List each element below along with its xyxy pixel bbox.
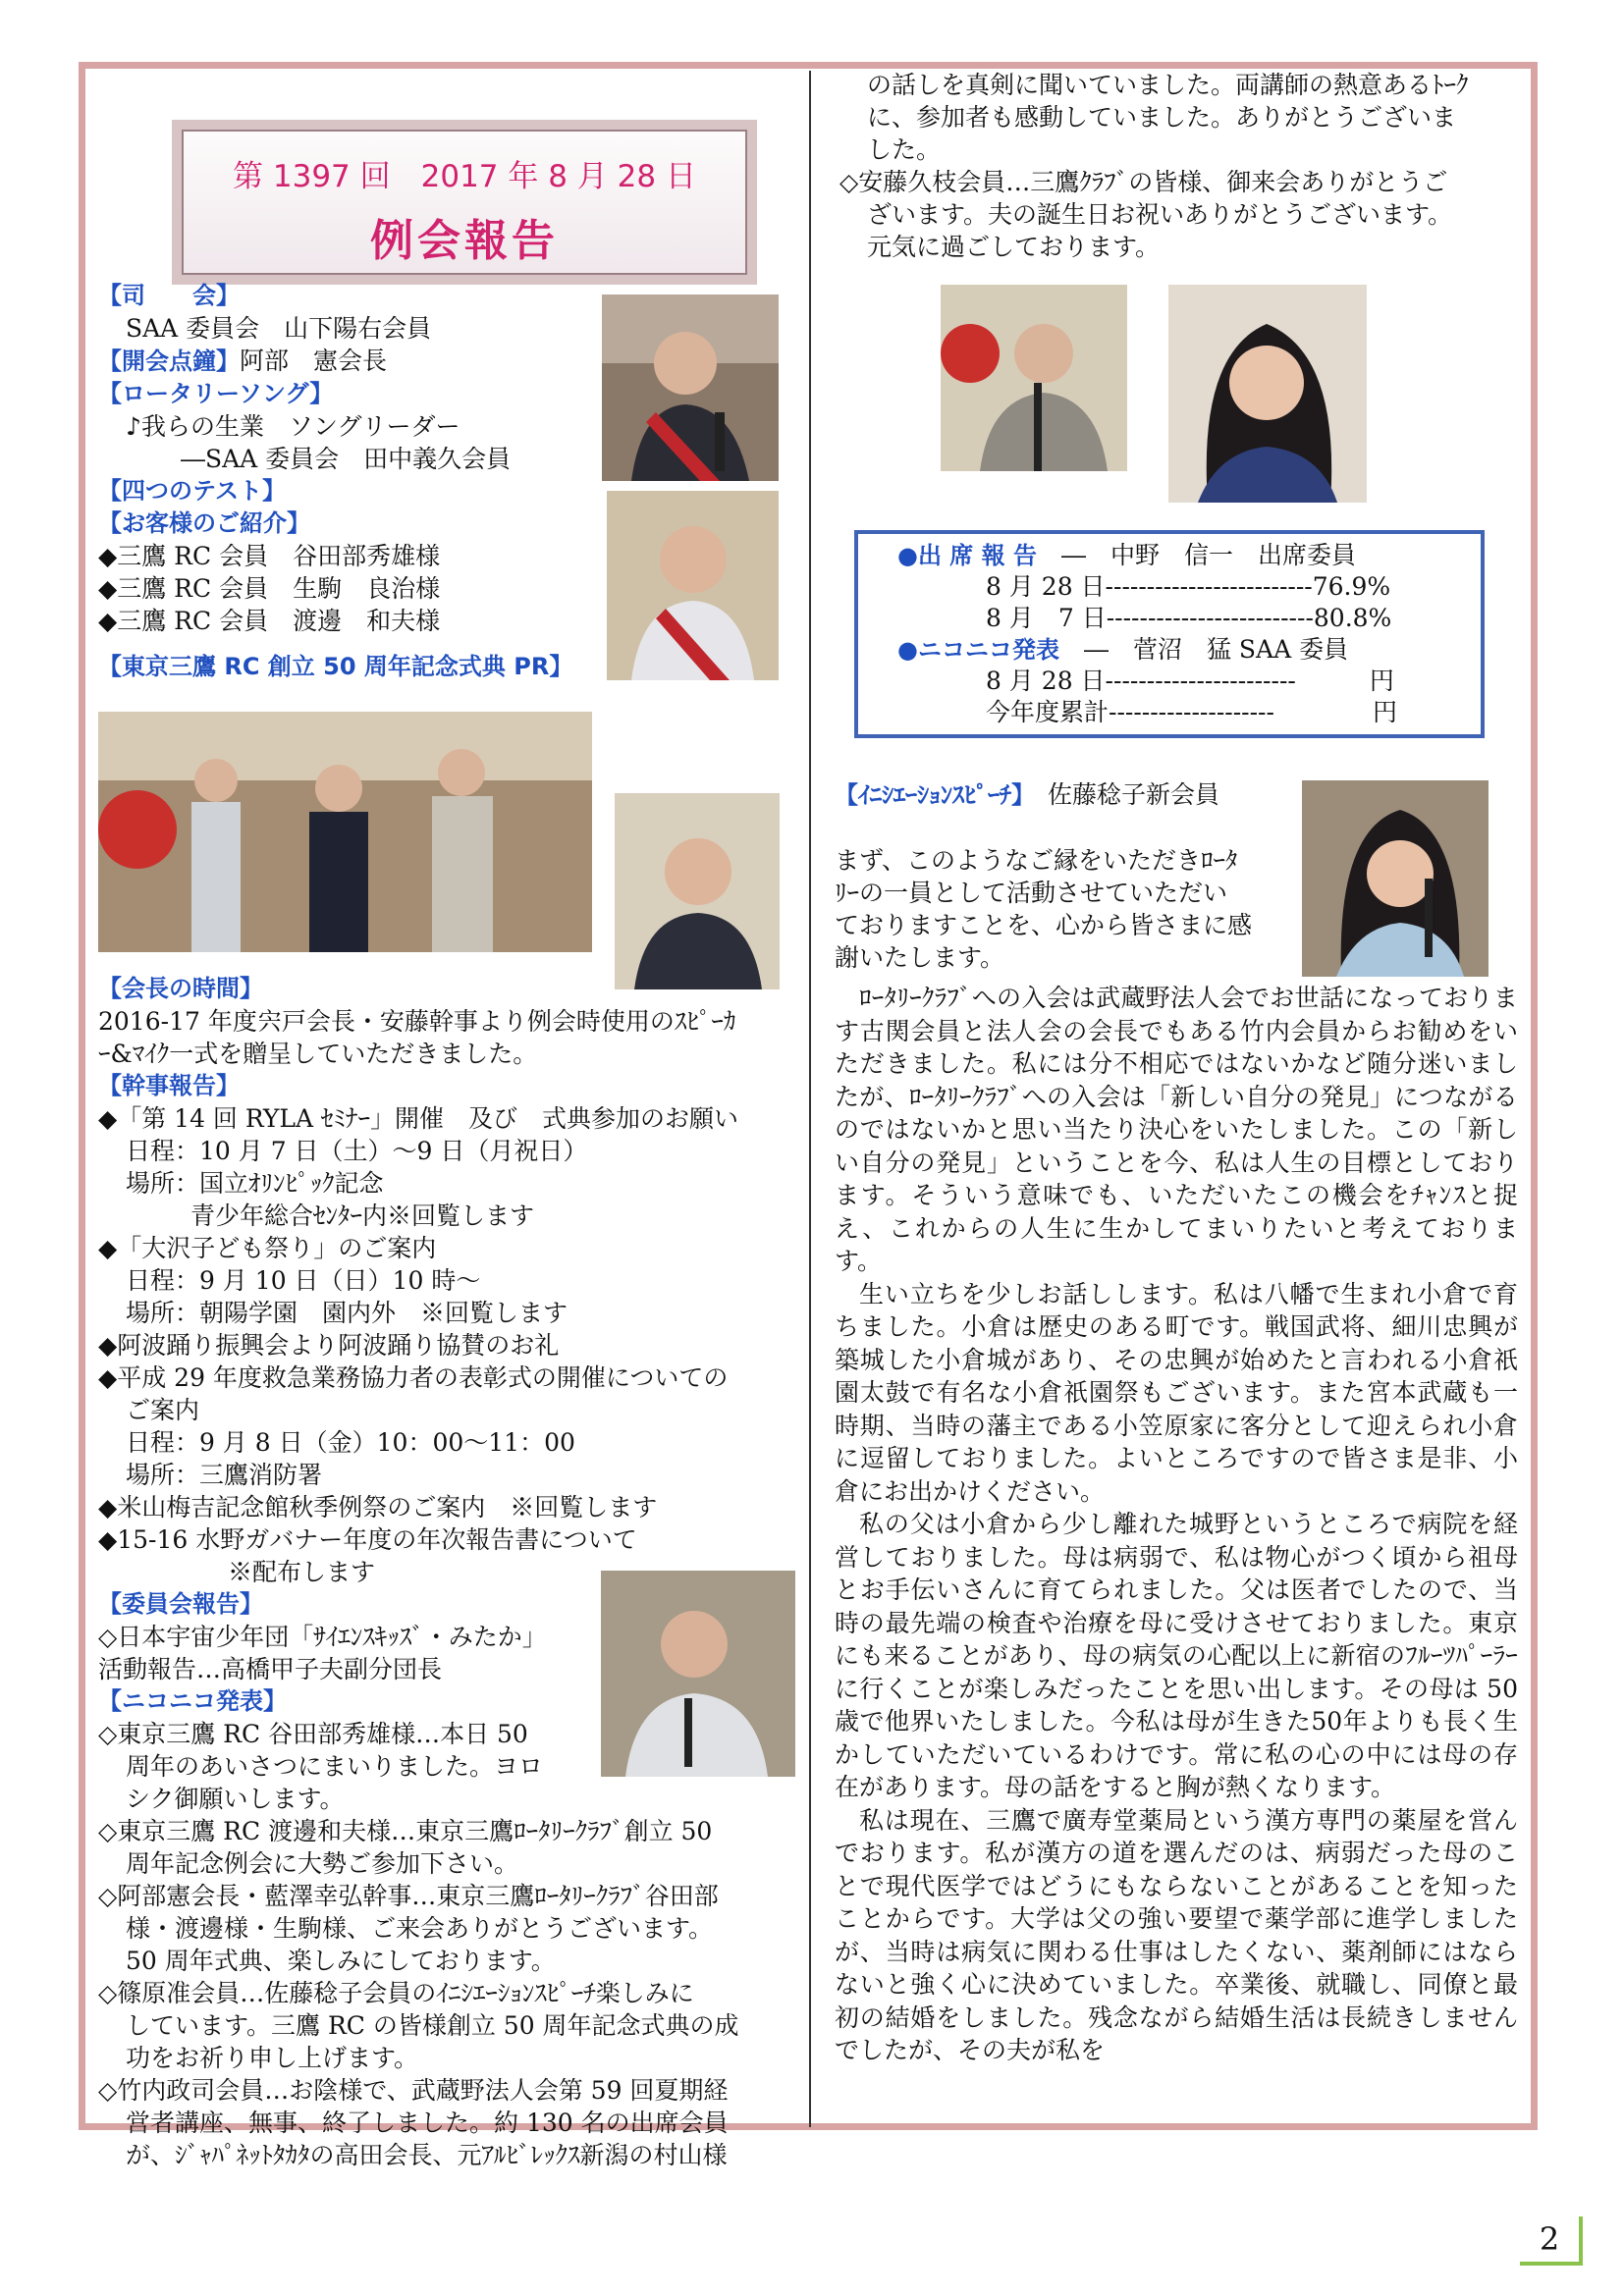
niko-continued: ◇安藤久枝会員…三鷹ｸﾗﾌﾞの皆様、御来会ありがとうご	[839, 168, 1448, 196]
attendance-box	[854, 530, 1485, 738]
secretary-item: ◆「第 14 回 RYLA ｾﾐﾅｰ」開催 及び 式典参加のお願い	[98, 1104, 739, 1133]
secretary-item: ◆平成 29 年度救急業務協力者の表彰式の開催についての	[98, 1363, 729, 1392]
attendance-row: 8 月 7 日-------------------------80.8%	[986, 604, 1392, 632]
title-box-inner	[182, 130, 747, 275]
rotary-song-line-2: ―SAA 委員会 田中義久会員	[181, 445, 512, 473]
niko-item: 様・渡邊様・生駒様、ご来会ありがとうございます。	[126, 1914, 714, 1943]
president-text: 2016-17 年度宍戸会長・安藤幹事より例会時使用のｽﾋﾟｰｶ	[98, 1007, 736, 1036]
attendance-heading: ●出 席 報 告	[897, 542, 1038, 569]
secretary-item: ◆米山梅吉記念館秋季例祭のご案内 ※回覧します	[98, 1493, 658, 1522]
title-box	[172, 120, 757, 285]
niko-total-row: 8 月 28 日----------------------- 円	[986, 667, 1394, 695]
speech-heading: 【ｲﾆｼｴｰｼｮﾝｽﾋﾟｰﾁ】	[835, 781, 1023, 809]
niko-total-who: ― 菅沼 猛 SAA 委員	[1083, 635, 1349, 664]
left-column	[98, 280, 790, 2171]
attendance-who: ― 中野 信一 出席委員	[1061, 541, 1357, 569]
speech-intro-line: 謝いたします。	[835, 943, 1005, 972]
secretary-item: 日程：9 月 8 日（金）10：00～11：00	[126, 1428, 575, 1457]
niko-continued: ざいます。夫の誕生日お祝いありがとうございます。	[867, 200, 1453, 229]
committee-report-heading: 【委員会報告】	[98, 1590, 263, 1618]
secretary-item: ご案内	[126, 1396, 200, 1424]
host-text: SAA 委員会 山下陽右会員	[126, 314, 432, 343]
secretary-item: 日程：9 月 10 日（日）10 時～	[126, 1266, 481, 1295]
speech-intro	[835, 844, 1296, 974]
secretary-item: ◆「大沢子ども祭り」のご案内	[98, 1234, 437, 1262]
secretary-item: 場所：国立ｵﾘﾝﾋﾟｯｸ記念	[126, 1169, 384, 1198]
opening-bell-text: 阿部 憲会長	[240, 347, 388, 375]
secretary-report-heading: 【幹事報告】	[98, 1072, 240, 1099]
photo-spacer	[98, 683, 790, 973]
niko-total-row: 今年度累計-------------------- 円	[986, 698, 1397, 726]
secretary-item: 場所：三鷹消防署	[126, 1461, 323, 1489]
opening-bell-heading: 【開会点鐘】	[98, 347, 240, 375]
speech-speaker: 佐藤稔子新会員	[1048, 780, 1220, 809]
secretary-item: 場所：朝陽学園 園内外 ※回覧します	[126, 1299, 568, 1327]
niko-item: シク御願いします。	[126, 1785, 345, 1813]
niko-item: が、ｼﾞｬﾊﾟﾈｯﾄﾀｶﾀの高田会長、元ｱﾙﾋﾞﾚｯｸｽ新潟の村山様	[126, 2141, 728, 2169]
speech-paragraph: 生い立ちを少しお話しします。私は八幡で生まれ小倉で育ちました。小倉は歴史のある町です。戦国武将、細川忠興が築城した小倉城があり、その忠興が始めたと言われる小倉祇園太鼓で有名な小倉祇園祭もございます。また宮本武蔵も一時期、当時の藩主である小笠原家に客分として迎えられ小倉に逗留しておりました。よいところですので皆さま是非、小倉にお出かけください。	[835, 1279, 1518, 1506]
president-text: ｰ&ﾏｲｸ一式を贈呈していただきました。	[98, 1040, 538, 1068]
committee-item: 活動報告…高橋甲子夫副分団長	[98, 1655, 443, 1683]
rotary-song-line-1: ♪我らの生業 ソングリーダー	[126, 412, 460, 441]
column-divider	[809, 71, 811, 2127]
secretary-item: ◆阿波踊り振興会より阿波踊り協賛のお礼	[98, 1331, 560, 1360]
niko-continued: の話しを真剣に聞いていました。両講師の熱意あるﾄｰｸ	[867, 71, 1469, 99]
speech-intro-line: ておりますことを、心から皆さまに感	[835, 911, 1253, 939]
niko-item: ◇篠原准会員…佐藤稔子会員のｲﾆｼｴｰｼｮﾝｽﾋﾟｰﾁ楽しみに	[98, 1979, 694, 2007]
niko-heading: 【ニコニコ発表】	[98, 1687, 287, 1715]
photo-ando-member	[1168, 285, 1367, 503]
niko-item: ◇東京三鷹 RC 渡邊和夫様…東京三鷹ﾛｰﾀﾘｰｸﾗﾌﾞ創立 50	[98, 1817, 713, 1845]
niko-item: しています。三鷹 RC の皆様創立 50 周年記念式典の成	[126, 2011, 739, 2040]
photo-sato-speaker	[1302, 780, 1489, 977]
speech-paragraph: 私は現在、三鷹で廣寿堂薬局という漢方専門の薬屋を営んでおります。私が漢方の道を選んだのは、病弱だった母のことで現代医学ではどうにもならないことがあることを知ったことからです。大学は父の強い要望で薬学部に進学しましたが、当時は病気に関わる仕事はしたくない、薬剤師にはならないと強く心に決めていました。卒業後、就職し、同僚と最初の結婚をしました。残念ながら結婚生活は長続きしませんでしたが、その夫が私を	[835, 1805, 1518, 2064]
meeting-date: 第 1397 回 2017 年 8 月 28 日	[233, 159, 696, 194]
secretary-item: ※配布します	[228, 1558, 376, 1586]
right-column	[839, 69, 1527, 263]
guest-item: ◆三鷹 RC 会員 渡邊 和夫様	[98, 607, 441, 635]
niko-continued: した。	[867, 135, 942, 164]
committee-item: ◇日本宇宙少年団「ｻｲｴﾝｽｷｯｽﾞ・みたか」	[98, 1623, 547, 1651]
host-heading: 【司 会】	[98, 282, 240, 309]
four-way-test-heading: 【四つのテスト】	[98, 477, 287, 505]
speech-intro-line: まず、このようなご縁をいただきﾛｰﾀ	[835, 846, 1238, 875]
niko-item: 50 周年式典、楽しみにしております。	[126, 1947, 556, 1975]
attendance-row: 8 月 28 日-------------------------76.9%	[986, 572, 1391, 601]
speech-body	[835, 982, 1518, 2067]
anniversary-pr-heading: 【東京三鷹 RC 創立 50 周年記念式典 PR】	[98, 653, 573, 680]
speech-paragraph: 私の父は小倉から少し離れた城野というところで病院を経営しておりました。母は病弱で、私は物心がつく頃から祖母とお手伝いさんに育てられました。父は医者でしたので、当時の最先端の検査や治療を母に受けさせておりました。東京にも来ることがあり、母の病気の心配以上に新宿のﾌﾙｰﾂﾊﾟｰﾗｰに行くことが楽しみだったことを思い出します。その母は 50 歳で他界いたしました。今私は母が生きた50年よりも長く生かしていただいているわけです。常に私の心の中には母の存在があります。母の話をすると胸が熱くなります。	[835, 1510, 1518, 1801]
niko-item: 営者講座、無事、終了しました。約 130 名の出席会員	[126, 2109, 729, 2137]
photo-speaker-podium	[941, 285, 1127, 471]
niko-item: 周年のあいさつにまいりました。ヨロ	[126, 1752, 544, 1781]
guest-item: ◆三鷹 RC 会員 谷田部秀雄様	[98, 542, 441, 570]
niko-item: ◇東京三鷹 RC 谷田部秀雄様…本日 50	[98, 1720, 528, 1748]
speech-header	[835, 778, 1296, 812]
niko-total-heading: ●ニコニコ発表	[897, 636, 1059, 664]
niko-item: 周年記念例会に大勢ご参加下さい。	[126, 1849, 519, 1878]
secretary-item: 日程：10 月 7 日（土）～9 日（月祝日）	[126, 1137, 588, 1165]
guest-intro-heading: 【お客様のご紹介】	[98, 509, 310, 537]
speech-intro-line: ﾘｰの一員として活動させていただい	[835, 879, 1228, 907]
secretary-item: 青少年総合ｾﾝﾀｰ内※回覧します	[190, 1201, 535, 1230]
speech-paragraph: ﾛｰﾀﾘｰｸﾗﾌﾞへの入会は武蔵野法人会でお世話になっております古関会員と法人会の会長でもある竹内会員からお勧めをいただきました。私には分不相応ではないかなど随分迷いましたが、ﾛｰﾀﾘｰｸﾗﾌﾞへの入会は「新しい自分の発見」につながるのではないかと思い当たり決心をいたしました。この「新しい自分の発見」ということを今、私は人生の目標としております。そういう意味でも、いただいたこの機会をﾁｬﾝｽと捉え、これからの人生に生かしてまいりたいと考えております。	[835, 984, 1518, 1275]
niko-item: ◇阿部憲会長・藍澤幸弘幹事…東京三鷹ﾛｰﾀﾘｰｸﾗﾌﾞ谷田部	[98, 1882, 719, 1910]
president-time-heading: 【会長の時間】	[98, 975, 263, 1002]
niko-continued: に、参加者も感動していました。ありがとうございま	[867, 103, 1457, 132]
rotary-song-heading: 【ロータリーソング】	[98, 380, 334, 407]
page-title: 例会報告	[370, 216, 559, 266]
niko-item: ◇竹内政司会員…お陰様で、武蔵野法人会第 59 回夏期経	[98, 2076, 729, 2105]
niko-continued: 元気に過ごしております。	[867, 233, 1161, 261]
page-number: 2	[1520, 2216, 1583, 2266]
secretary-item: ◆15-16 水野ガバナー年度の年次報告書について	[98, 1525, 637, 1554]
guest-item: ◆三鷹 RC 会員 生駒 良治様	[98, 574, 441, 603]
niko-item: 功をお祈り申し上げます。	[126, 2044, 419, 2072]
